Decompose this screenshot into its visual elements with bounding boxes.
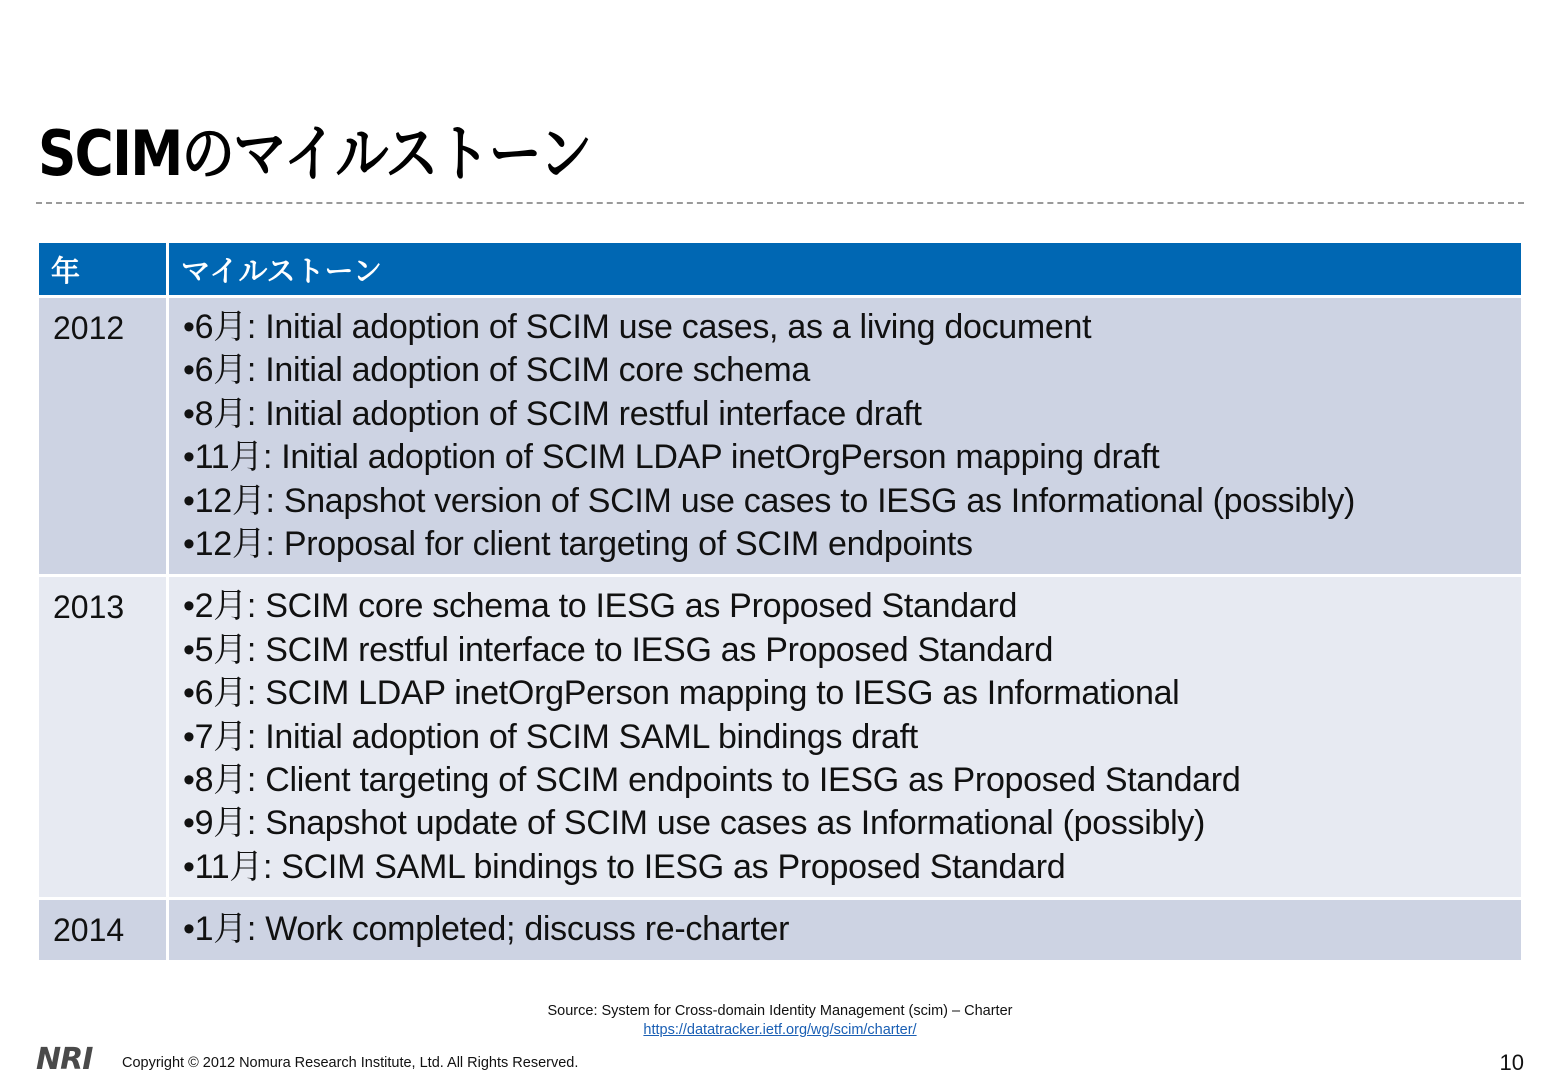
milestone-list bbox=[183, 306, 1521, 566]
list-item: •2月: SCIM core schema to IESG as Proposed Standard bbox=[183, 587, 1018, 626]
slide-title: SCIMのマイルストーン bbox=[38, 117, 591, 190]
list-item: •8月: Initial adoption of SCIM restful interface draft bbox=[183, 394, 922, 433]
table-row bbox=[38, 576, 1523, 899]
list-item: •1月: Work completed; discuss re-charter bbox=[183, 910, 790, 949]
milestone-list bbox=[183, 908, 1521, 951]
source-link[interactable]: https://datatracker.ietf.org/wg/scim/charter/ bbox=[643, 1022, 917, 1038]
copyright-notice: Copyright © 2012 Nomura Research Institute, Ltd. All Rights Reserved. bbox=[122, 1055, 579, 1071]
table-row bbox=[38, 297, 1523, 576]
year-cell: 2014 bbox=[38, 899, 168, 961]
milestone-table bbox=[36, 240, 1524, 963]
list-item: •11月: SCIM SAML bindings to IESG as Proposed Standard bbox=[183, 847, 1066, 886]
list-item: •6月: Initial adoption of SCIM use cases, as a living document bbox=[183, 308, 1092, 346]
list-item: •11月: Initial adoption of SCIM LDAP inetOrgPerson mapping draft bbox=[183, 438, 1160, 477]
milestone-cell bbox=[168, 576, 1523, 899]
list-item: •6月: Initial adoption of SCIM core schema bbox=[183, 351, 811, 390]
milestone-cell bbox=[168, 297, 1523, 576]
list-item: •8月: Client targeting of SCIM endpoints to IESG as Proposed Standard bbox=[183, 761, 1241, 800]
list-item: •5月: SCIM restful interface to IESG as Proposed Standard bbox=[183, 630, 1054, 669]
header-milestone: マイルストーン bbox=[168, 242, 1523, 297]
table-row bbox=[38, 899, 1523, 961]
nri-logo: NRI bbox=[36, 1042, 93, 1077]
header-year: 年 bbox=[38, 242, 168, 297]
year-cell: 2013 bbox=[38, 576, 168, 899]
list-item: •12月: Snapshot version of SCIM use cases to IESG as Informational (possibly) bbox=[183, 481, 1356, 520]
milestone-cell bbox=[168, 899, 1523, 961]
year-cell: 2012 bbox=[38, 297, 168, 576]
list-item: •6月: SCIM LDAP inetOrgPerson mapping to IESG as Informational bbox=[183, 674, 1180, 713]
list-item: •7月: Initial adoption of SCIM SAML bindings draft bbox=[183, 717, 918, 756]
milestone-list bbox=[183, 585, 1521, 889]
table-header-row bbox=[38, 242, 1523, 297]
page-number: 10 bbox=[1499, 1050, 1524, 1075]
source-citation: Source: System for Cross-domain Identity Management (scim) – Charter bbox=[547, 1003, 1013, 1019]
list-item: •12月: Proposal for client targeting of SCIM endpoints bbox=[183, 525, 973, 564]
title-divider bbox=[36, 202, 1524, 204]
list-item: •9月: Snapshot update of SCIM use cases as Informational (possibly) bbox=[183, 804, 1206, 843]
